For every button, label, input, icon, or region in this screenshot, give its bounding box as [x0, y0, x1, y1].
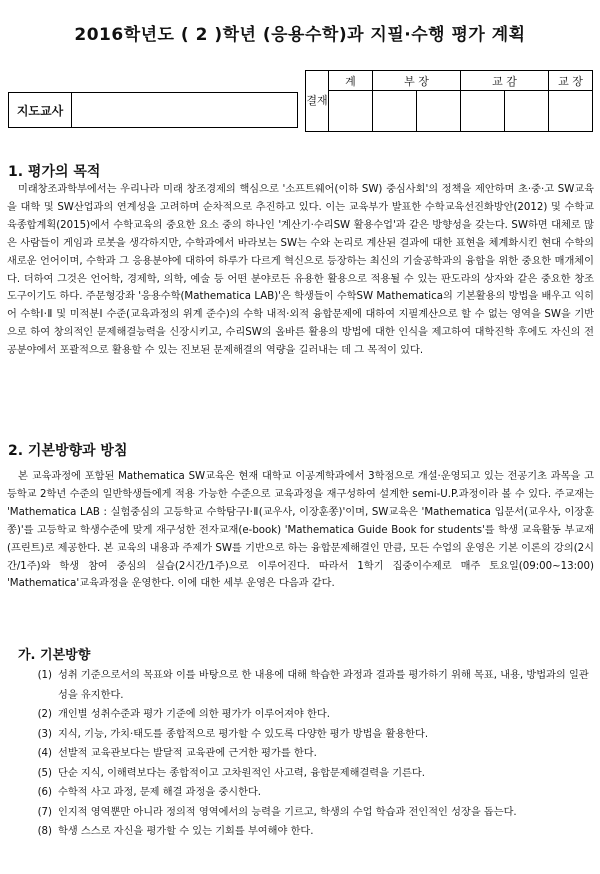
section2-subheading: 가. 기본방향	[18, 648, 91, 663]
approval-col-gyogam: 교 감	[461, 71, 549, 91]
section2-heading: 2. 기본방향과 방침	[8, 443, 128, 459]
approval-sign-cell	[505, 91, 549, 132]
approval-label: 결재	[306, 71, 329, 132]
basic-direction-list	[0, 666, 594, 842]
approval-col-gye: 계	[329, 71, 373, 91]
list-item: (4) 선발적 교육관보다는 발달적 교육관에 근거한 평가를 한다.	[37, 748, 317, 759]
list-item: (1) 성취 기준으로서의 목표와 이를 바탕으로 한 내용에 대해 학습한 과정과 결과를 평가하기 위해 목표, 내용, 방법과의 일관성을 유지한다.	[37, 670, 589, 701]
document-title: 2016학년도 ( 2 )학년 (응용수학)과 지필·수행 평가 계획	[74, 25, 526, 45]
section1-heading: 1. 평가의 목적	[8, 164, 101, 180]
approval-sign-cell	[549, 91, 593, 132]
section1-paragraph: 미래창조과학부에서는 우리나라 미래 창조경제의 핵심으로 '소프트웨어(이하 SW) 중심사회'의 정책을 제안하며 초·중·고 SW교육을 대학 및 SW산업과의 연계성을 고려하며 순차적으로 추진하고 있다. 이는 교육부가 발표한 수학교육선진화방안(2012) 및 수학교육종합계획(2015)에서 수학교육의 중요한 요소 중의 하나인 '계산기·수리SW 활용수업'과 같은 방향성을 갖는다. SW하면 대체로 많은 사람들이 게임과 로봇을 생각하지만, 수학과에서 바라보는 SW는 수와 논리로 계산된 결과에 대한 표현을 체계화시킨 현대 수학의 새로운 언어이며, 수학과 그 응용분야에 대하여 하루가 다르게 혁신으로 등장하는 최신의 기술공학과의 융합을 위한 중요한 매개체이다. 더하여 그것은 언어학, 경제학, 의학, 예술 등 어떤 분야로든 유용한 활용으로 적용될 수 있는 판도라의 상자와 같은 중요한 창조 도구이기도 하다. 주문형강좌 '응용수학(Mathematica LAB)'은 학생들이 수학SW Mathematica의 기본활용의 방법을 배우고 익히어 수학Ⅰ·Ⅱ 및 미적분Ⅰ 수준(교육과정의 위계 준수)의 수학 내적·외적 융합문제에 대하여 지필계산으로 할 수 없는 영역을 SW을 기반으로 하여 창의적인 문제해결능력을 신장시키고, 수리SW의 올바른 활용의 방법에 대한 인식을 제고하여 대학진학 후에도 자신의 전공분야에서 포괄적으로 활용할 수 있는 진보된 문제해결의 역량을 길러내는 데 그 목적이 있다.	[7, 184, 594, 357]
teacher-label: 지도교사	[9, 93, 72, 127]
approval-sign-cell	[373, 91, 417, 132]
approval-table	[305, 70, 593, 132]
list-item: (7) 인지적 영역뿐만 아니라 정의적 영역에서의 능력을 기르고, 학생의 수업 학습과 전인적인 성장을 돕는다.	[37, 806, 517, 818]
approval-sign-cell	[417, 91, 461, 132]
list-item: (3) 지식, 기능, 가치·태도를 종합적으로 평가할 수 있도록 다양한 평가 방법을 활용한다.	[37, 728, 429, 740]
section2-paragraph: 본 교육과정에 포함된 Mathematica SW교육은 현재 대학교 이공계학과에서 3학점으로 개설·운영되고 있는 전공기초 과목을 고등학교 2학년 수준의 일반학생들에게 적용 가능한 수준으로 교육과정을 재구성하여 설계한 semi-U.P.과정이라 볼 수 있다. 주교재는 'Mathematica LAB : 실험중심의 고등학교 수학탐구Ⅰ·Ⅱ(교우사, 이장훈쫑)'이며, SW교육은 'Mathematica 입문서(교우사, 이장훈쫑)'를 고등학교 학생수준에 맞게 재구성한 전자교재(e-book) 'Mathematica Guide Book for students'를 학생 교육활동 부교재(프린트)로 제공한다. 본 교육의 내용과 주제가 SW를 기반으로 하는 융합문제해결인 만큼, 모든 수업의 운영은 기본 이론의 강의(2시간/1주)와 학생 참여 중심의 실습(2시간/1주)으로 이루어진다. 따라서 1학기 집중이수제로 매주 토요일(09:00~13:00) 'Mathematica'교육과정을 운영한다. 이에 대한 세부 운영은 다음과 같다.	[7, 471, 594, 590]
teacher-box	[8, 92, 298, 128]
approval-sign-cell	[329, 91, 373, 132]
approval-col-gyojang: 교 장	[549, 71, 593, 91]
list-item: (8) 학생 스스로 자신을 평가할 수 있는 기회를 부여해야 한다.	[37, 826, 314, 837]
list-item: (6) 수학적 사고 과정, 문제 해결 과정을 중시한다.	[37, 787, 262, 798]
approval-col-bujang: 부 장	[373, 71, 461, 91]
list-item: (5) 단순 지식, 이해력보다는 종합적이고 고차원적인 사고력, 융합문제해결력을 기른다.	[37, 767, 425, 779]
list-item: (2) 개인별 성취수준과 평가 기준에 의한 평가가 이루어져야 한다.	[37, 709, 330, 720]
approval-sign-cell	[461, 91, 505, 132]
